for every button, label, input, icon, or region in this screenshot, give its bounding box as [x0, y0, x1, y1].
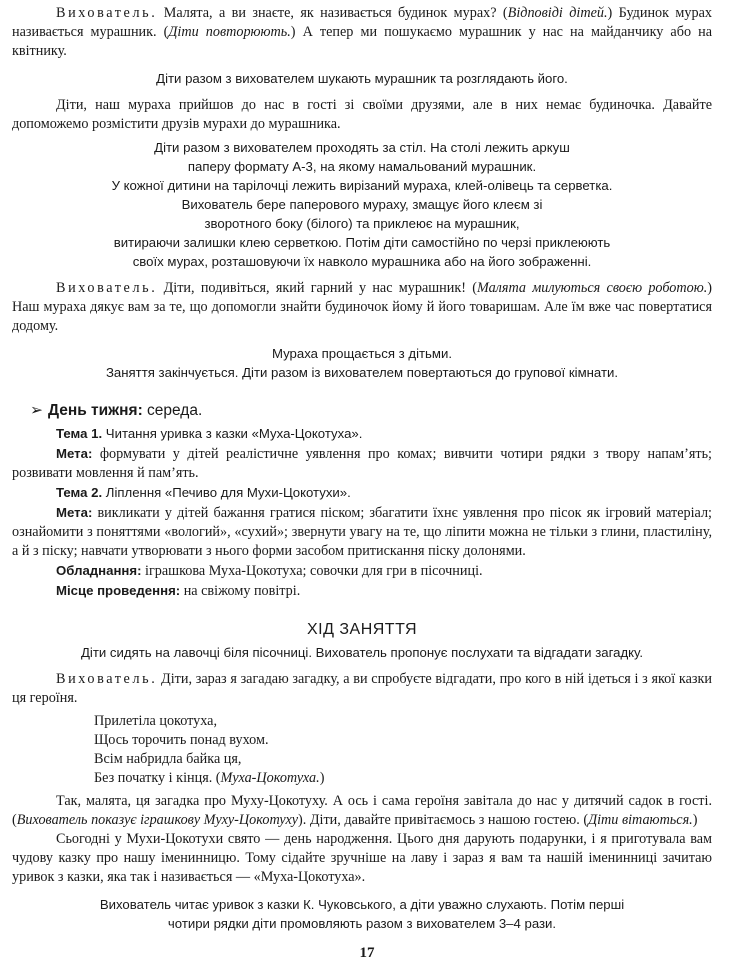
activity-note-line: Вихователь бере паперового мураху, змащує його клеєм зі — [181, 197, 543, 212]
poem-line: Щось торочить понад вухом. — [94, 732, 269, 748]
poem-text: ) — [319, 770, 325, 786]
topic-value: Ліплення «Печиво для Мухи-Цокотухи». — [102, 485, 351, 500]
speaker-label: Вихователь. — [56, 5, 158, 21]
arrow-bullet-icon: ➢ — [30, 402, 43, 419]
activity-note-line: Мураха прощається з дітьми. — [271, 346, 453, 361]
paragraph-guest — [12, 792, 712, 830]
activity-note-line: Діти разом з вихователем проходять за стіл. На столі лежить аркуш — [154, 140, 570, 155]
paragraph-text: Діти, зараз я загадаю загадку, а ви спробуєте відгадати, про кого в ній ідеться і з якої казки ця героїня. — [12, 671, 712, 706]
activity-note-block — [12, 895, 712, 933]
paragraph-anthill — [12, 279, 712, 336]
stage-direction: Малята милуються своєю роботою. — [476, 280, 708, 296]
equipment — [12, 561, 712, 581]
goal-value: формувати у дітей реалістичне уявлення про комах; вивчити чотири рядки з твору напам’ять; розвивати мовлення й пам’ять. — [12, 446, 712, 481]
day-of-week — [12, 400, 712, 422]
paragraph-birthday: Сьогодні у Мухи-Цокотухи свято — день народження. Цього дня дарують подарунки, і я приготувала вам чудову казку про нашу іменинницю. Тому сідайте зручніше на лаву і зараз я вам та нашій іменинниці зачитаю уривок з казки, яка так і називається — «Муха-Цокотуха». — [12, 831, 712, 885]
page-number: 17 — [359, 945, 375, 961]
activity-note-block — [12, 344, 712, 382]
place — [12, 581, 712, 601]
goal-2 — [12, 503, 712, 561]
riddle-answer: Муха-Цокотуха. — [220, 770, 320, 786]
topic-1 — [12, 424, 712, 444]
equipment-label: Обладнання: — [56, 563, 142, 578]
paragraph-text: Діти, подивіться, який гарний у нас мурашник! ( — [157, 280, 477, 296]
activity-note: Діти разом з вихователем шукають мурашник та розглядають його. — [156, 71, 568, 86]
activity-note-line: Вихователь читає уривок з казки К. Чуковського, а діти уважно слухають. Потім перші — [99, 897, 625, 912]
topic-label: Тема 2. — [56, 485, 103, 500]
poem-line: Всім набридла байка ця, — [94, 751, 242, 767]
equipment-value: іграшкова Муха-Цокотуха; совочки для гри в пісочниці. — [141, 563, 483, 579]
activity-note-line: паперу формату А-3, на якому намальований мурашник. — [187, 159, 537, 174]
activity-note-block — [12, 138, 712, 271]
activity-note-line: витираючи залишки клею серветкою. Потім діти самостійно по черзі приклеюють — [113, 235, 611, 250]
paragraph-text: ). Діти, давайте привітаємось з нашою гостею. ( — [298, 812, 589, 828]
stage-direction: Діти вітаються. — [588, 812, 693, 828]
activity-note-line: Заняття закінчується. Діти разом із вихователем повертаються до групової кімнати. — [105, 365, 619, 380]
topic-2 — [12, 483, 712, 503]
riddle-poem — [12, 712, 712, 788]
activity-note-line: чотири рядки діти промовляють разом з вихователем 3–4 рази. — [167, 916, 557, 931]
paragraph-text: Так, малята, ця загадка про Муху-Цокотуху. А ось і сама героїня завітала до нас у дитячий садок в гості. ( — [12, 793, 712, 828]
section-heading: ХІД ЗАНЯТТЯ — [306, 621, 418, 638]
topic-value: Читання уривка з казки «Муха-Цокотуха». — [102, 426, 363, 441]
paragraph-text: ) Наш мураха дякує вам за те, що допомогли знайти будиночок йому й його товаришам. Але їм вже час повертатися додому. — [12, 280, 713, 334]
poem-line — [94, 769, 712, 788]
paragraph-text: ) А тепер ми пошукаємо мурашник у нас на майданчику або на квітнику. — [12, 24, 713, 59]
speaker-label: Вихователь. — [56, 280, 158, 296]
paragraph-text: Малята, а ви знаєте, як називається будинок мурах? ( — [157, 5, 508, 21]
paragraph-riddle — [12, 670, 712, 708]
speaker-label: Вихователь. — [56, 671, 158, 687]
day-value: середа. — [142, 402, 203, 419]
paragraph-friends: Діти, наш мураха прийшов до нас в гості зі своїми друзями, але в них немає будиночка. Давайте допоможемо розмістити друзів мурахи до мурашника. — [12, 97, 712, 132]
poem-text: Без початку і кінця. ( — [94, 770, 221, 786]
paragraph-ant-house — [12, 4, 712, 61]
topic-label: Тема 1. — [56, 426, 103, 441]
paragraph-text: ) Будинок мурах називається мурашник. ( — [12, 5, 712, 40]
activity-note-line: У кожної дитини на тарілочці лежить вирізаний мураха, клей-олівець та серветка. — [111, 178, 613, 193]
paragraph-text: ) — [692, 812, 698, 828]
activity-note-line: зворотного боку (білого) та приклеює на мурашник, — [204, 216, 520, 231]
stage-direction: Вихователь показує іграшкову Муху-Цокотуху — [16, 812, 299, 828]
place-label: Місце проведення: — [56, 583, 181, 598]
goal-label: Мета: — [56, 505, 93, 520]
stage-direction: Відповіді дітей. — [507, 5, 608, 21]
poem-line: Прилетіла цокотуха, — [94, 713, 217, 729]
activity-note-line: своїх мурах, розташовуючи їх навколо мурашника або на його зображенні. — [132, 254, 592, 269]
place-value: на свіжому повітрі. — [180, 583, 301, 599]
goal-label: Мета: — [56, 446, 93, 461]
stage-direction: Діти повторюють. — [168, 24, 291, 40]
activity-note: Діти сидять на лавочці біля пісочниці. Вихователь пропонує послухати та відгадати загадку. — [80, 645, 643, 660]
goal-1 — [12, 444, 712, 483]
goal-value: викликати у дітей бажання гратися піском; збагатити їхнє уявлення про пісок як ігровий матеріал; ознайомити з поняттями «вологий», «сухий»; звернути увагу на те, що ліпити можна не тільки з глини, пластиліну, а й з піску; навчати утворювати з нього форми засобом притискання піску долонями. — [12, 505, 712, 559]
day-label: День тижня: — [48, 402, 143, 419]
